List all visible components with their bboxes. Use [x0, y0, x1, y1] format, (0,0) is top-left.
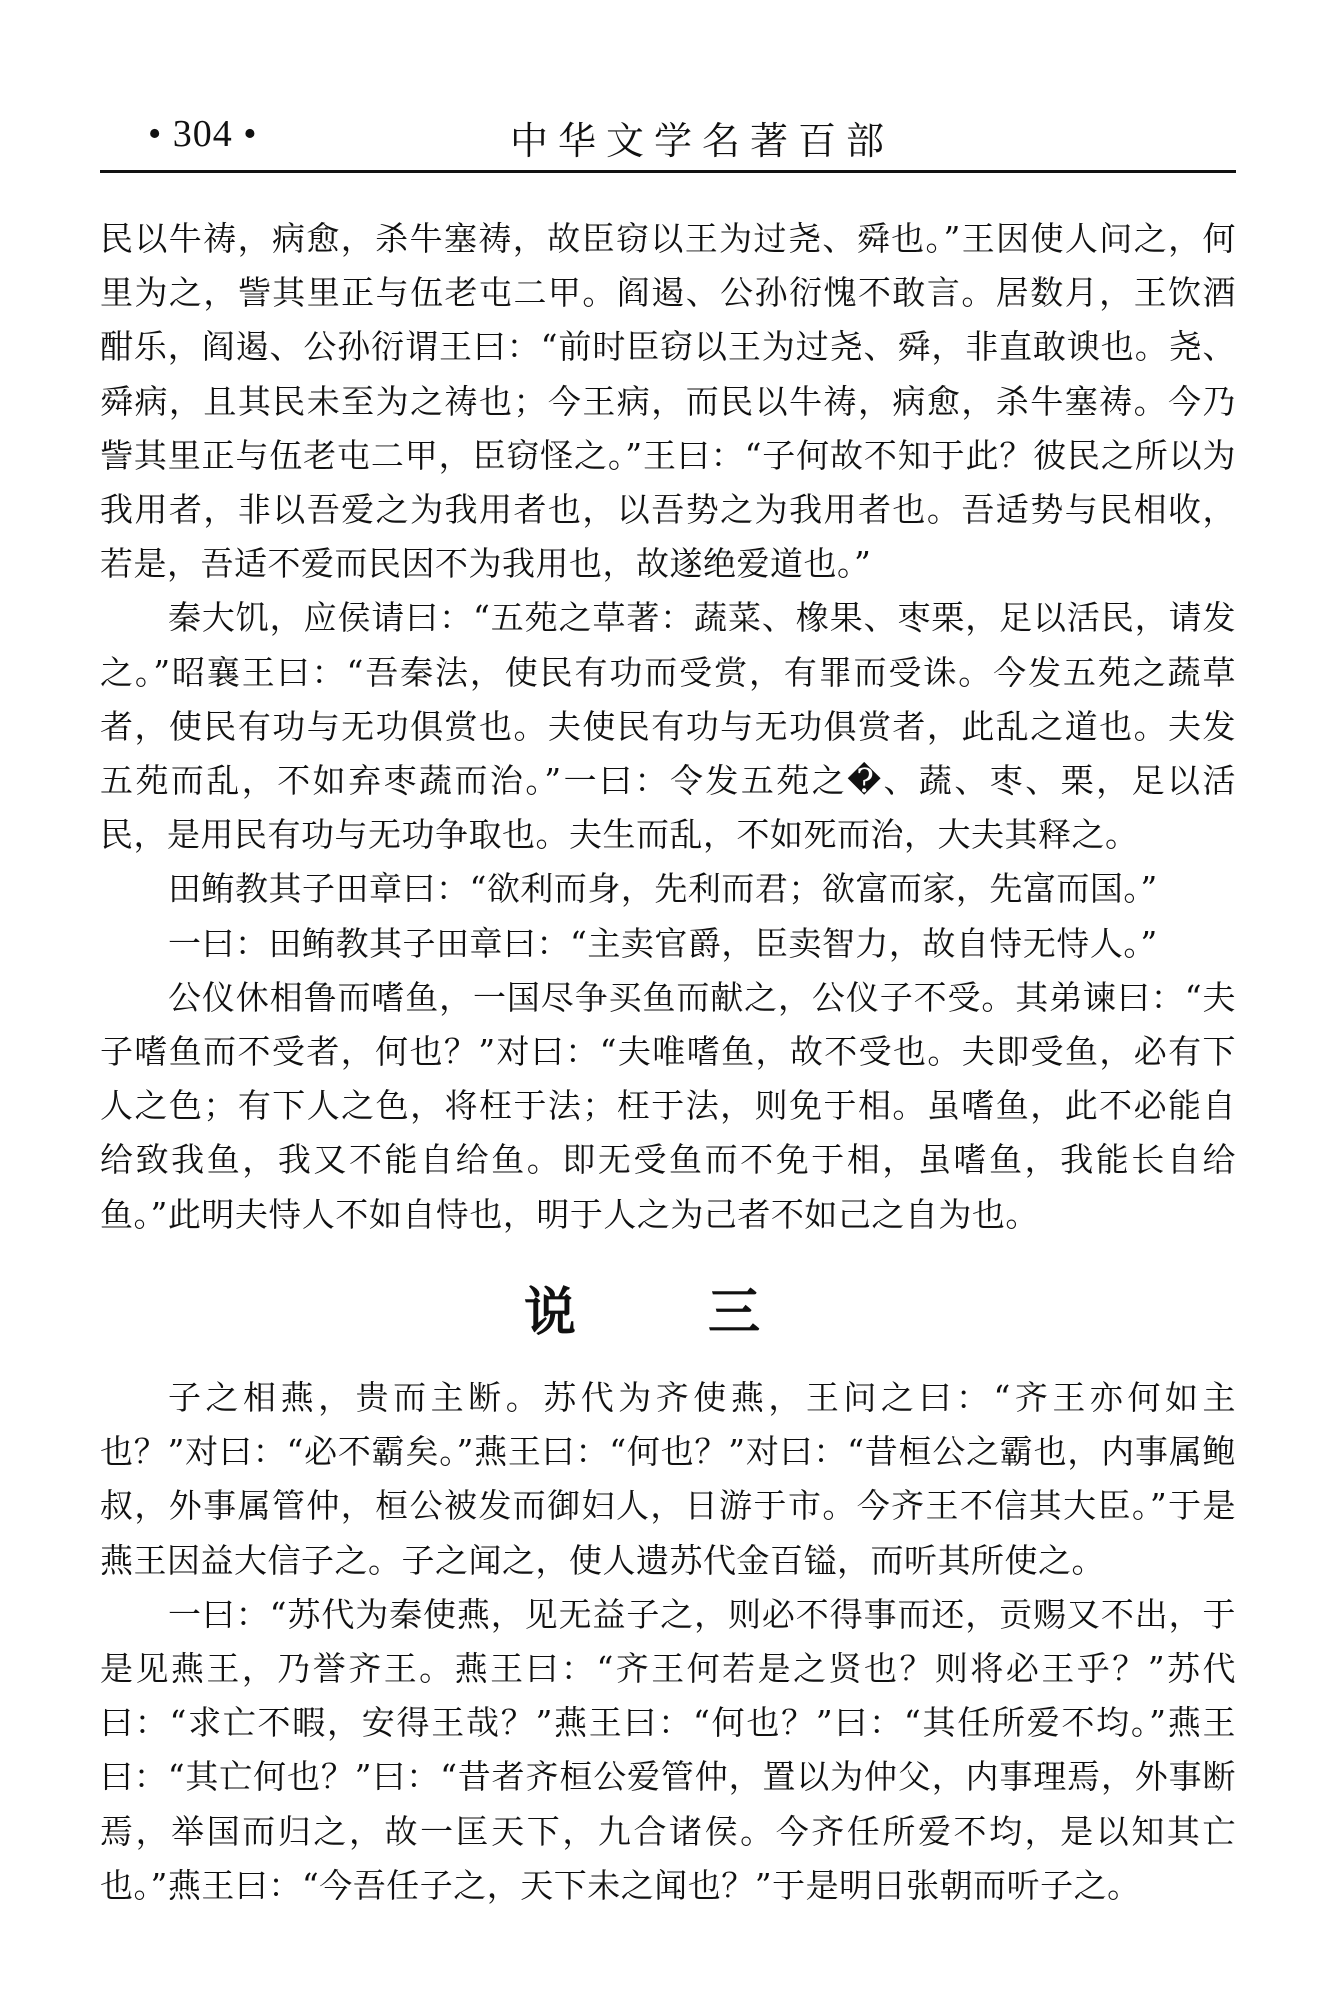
paragraph: 子之相燕，贵而主断。苏代为齐使燕，王问之曰：“齐王亦何如主也？”对曰：“必不霸矣。”燕王曰：“何也？”对曰：“昔桓公之霸也，内事属鲍叔，外事属管仲，桓公被发而御妇人，日游于市。今齐王不信其大臣。”于是燕王因益大信子之。子之闻之，使人遗苏代金百镒，而听其所使之。	[100, 1378, 1236, 1580]
paragraph: 秦大饥，应侯请曰：“五苑之草著：蔬菜、橡果、枣栗，足以活民，请发之。”昭襄王曰：“吾秦法，使民有功而受赏，有罪而受诛。今发五苑之蔬草者，使民有功与无功俱赏也。夫使民有功与无功俱赏者，此乱之道也。夫发五苑而乱，不如弃枣蔬而治。”一曰：令发五苑之�、蔬、枣、栗，足以活民，是用民有功与无功争取也。夫生而乱，不如死而治，大夫其释之。	[100, 598, 1236, 855]
paragraph: 民以牛祷，病愈，杀牛塞祷，故臣窃以王为过尧、舜也。”王因使人问之，何里为之，訾其里正与伍老屯二甲。阎遏、公孙衍愧不敢言。居数月，王饮酒酣乐，阎遏、公孙衍谓王曰：“前时臣窃以王为过尧、舜，非直敢谀也。尧、舜病，且其民未至为之祷也；今王病，而民以牛祷，病愈，杀牛塞祷。今乃訾其里正与伍老屯二甲，臣窃怪之。”王曰：“子何故不知于此？彼民之所以为我用者，非以吾爱之为我用者也，以吾势之为我用者也。吾适势与民相收，若是，吾适不爱而民因不为我用也，故遂绝爱道也。”	[100, 219, 1236, 584]
page-header	[100, 108, 1236, 168]
page-number: • 304 •	[148, 113, 258, 155]
paragraph: 一曰：田鲔教其子田章曰：“主卖官爵，臣卖智力，故自恃无恃人。”	[168, 923, 1158, 963]
paragraph: 田鲔教其子田章曰：“欲利而身，先利而君；欲富而家，先富而国。”	[168, 869, 1158, 909]
running-head: 中华文学名著百部	[510, 119, 895, 163]
header-rule	[100, 170, 1236, 173]
body-text-top	[100, 212, 1236, 1242]
paragraph: 公仪休相鲁而嗜鱼，一国尽争买鱼而献之，公仪子不受。其弟谏曰：“夫子嗜鱼而不受者，何也？”对曰：“夫唯嗜鱼，故不受也。夫即受鱼，必有下人之色；有下人之色，将枉于法；枉于法，则免于相。虽嗜鱼，此不必能自给致我鱼，我又不能自给鱼。即无受鱼而不免于相，虽嗜鱼，我能长自给鱼。”此明夫恃人不如自恃也，明于人之为己者不如己之自为也。	[100, 977, 1236, 1234]
section-title: 说 三	[523, 1282, 800, 1343]
body-text-bottom	[100, 1371, 1236, 1913]
paragraph: 一曰：“苏代为秦使燕，见无益子之，则必不得事而还，贡赐又不出，于是见燕王，乃誉齐王。燕王曰：“齐王何若是之贤也？则将必王乎？”苏代曰：“求亡不暇，安得王哉？”燕王曰：“何也？”曰：“其任所爱不均。”燕王曰：“其亡何也？”曰：“昔者齐桓公爱管仲，置以为仲父，内事理焉，外事断焉，举国而归之，故一匡天下，九合诸侯。今齐任所爱不均，是以知其亡也。”燕王曰：“今吾任子之，天下未之闻也？”于是明日张朝而听子之。	[100, 1594, 1236, 1905]
